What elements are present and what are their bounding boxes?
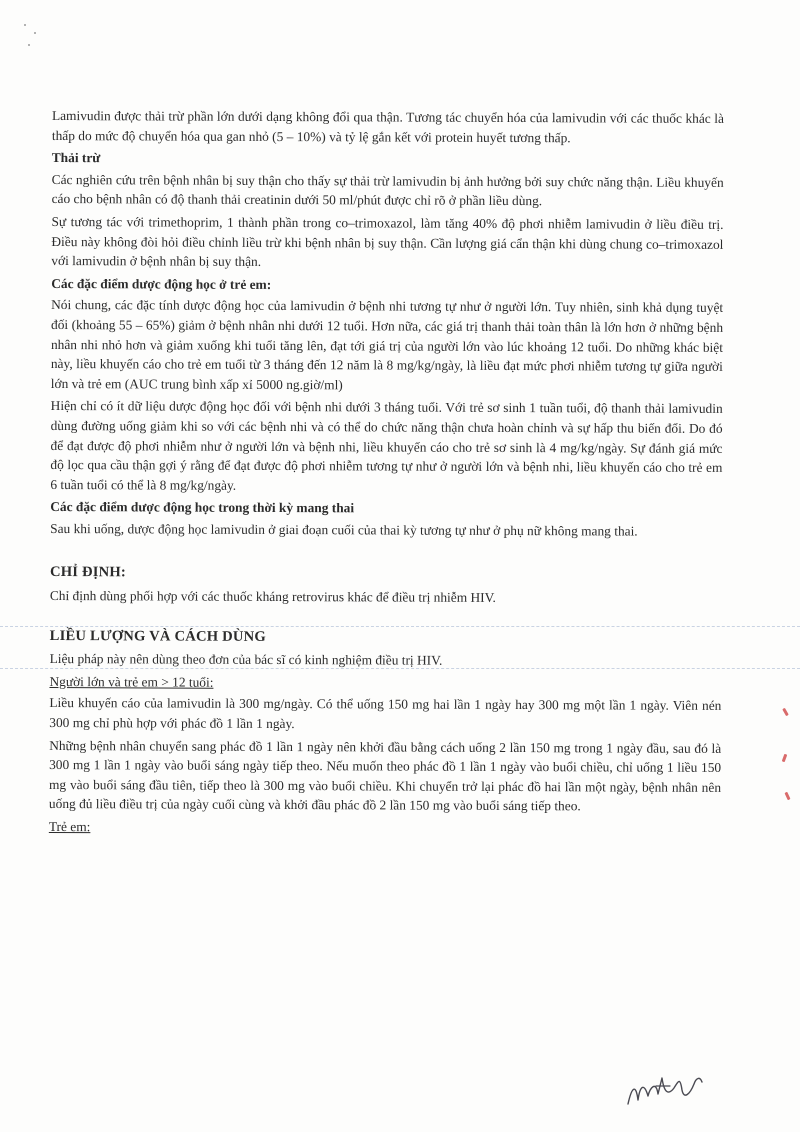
paragraph-adults-1: Liều khuyến cáo của lamivudin là 300 mg/ngày. Có thể uống 150 mg hai lần 1 ngày hay 300 mg một lần 1 ngày. Viên nén 300 mg chỉ phù hợp với phác đồ 1 lần 1 ngày. [49, 695, 722, 732]
subheading-adults: Người lớn và trẻ em > 12 tuổi: [49, 673, 214, 690]
paragraph-excretion-2: Sự tương tác với trimethoprim, 1 thành phần trong co–trimoxazol, làm tăng 40% độ phơi nhiễm lamivudin ở liều điều trị. Điều này không đòi hỏi điều chỉnh liều trừ khi bệnh nhân bị suy thận. Cần lượng giá cẩn thận khi dùng chung co–trimoxazol với lamivudin ở bệnh nhân bị suy thận. [51, 213, 724, 270]
subheading-children: Trẻ em: [48, 818, 91, 835]
paragraph-excretion-1: Các nghiên cứu trên bệnh nhân bị suy thận cho thấy sự thải trừ lamivudin bị ảnh hưởng bởi suy chức năng thận. Liều khuyến cáo cho bệnh nhân có độ thanh thải creatinin dưới 50 ml/phút được chỉ rõ ở phần liều dùng. [51, 171, 724, 209]
document-body [49, 106, 724, 842]
scan-specks [20, 18, 60, 58]
handwritten-signature [622, 1066, 712, 1116]
heading-pregnancy-pk: Các đặc điểm dược động học trong thời kỳ mang thai [50, 499, 355, 516]
heading-children-pk: Các đặc điểm dược động học ở trẻ em: [51, 275, 272, 292]
paragraph-children-2: Hiện chỉ có ít dữ liệu dược động học đối với bệnh nhi dưới 3 tháng tuổi. Với trẻ sơ sinh 1 tuần tuổi, độ thanh thải lamivudin dùng đường uống giảm khi so với các bệnh nhi và có thể do chức năng thận chưa hoàn chỉnh và sự hấp thu biến đổi. Do đó để đạt được độ phơi nhiễm như ở người lớn và bệnh nhi, liều khuyến cáo cho trẻ sơ sinh là 4 mg/kg/ngày. Sự đánh giá mức độ lọc qua cầu thận gợi ý rằng để đạt được độ phơi nhiễm tương tự như ở người lớn và bệnh nhi, liều khuyến cáo cho trẻ em 6 tuần tuổi có thể là 8 mg/kg/ngày. [50, 398, 723, 493]
paragraph-indication: Chỉ định dùng phối hợp với các thuốc kháng retrovirus khác để điều trị nhiễm HIV. [49, 588, 496, 606]
paragraph-adults-2: Những bệnh nhân chuyển sang phác đồ 1 lần 1 ngày nên khởi đầu bằng cách uống 2 lần 150 mg trong 1 ngày đầu, sau đó là 300 mg 1 lần 1 ngày vào buổi sáng ngày tiếp theo. Nếu muốn theo phác đồ 1 lần 1 ngày vào buổi chiều, chỉ uống 1 liều 150 mg vào buổi sáng đầu tiên, tiếp theo là 300 mg vào buổi chiều. Khi chuyển trở lại phác đồ hai lần một ngày, bệnh nhân nên uống đủ liều điều trị của ngày cuối cùng và khởi đầu phác đồ 2 lần 150 mg vào buổi sáng tiếp theo. [48, 737, 722, 814]
heading-dosage: LIỀU LƯỢNG VÀ CÁCH DÙNG [49, 627, 266, 645]
paragraph-dosage-intro: Liệu pháp này nên dùng theo đơn của bác sĩ có kinh nghiệm điều trị HIV. [49, 651, 443, 668]
paragraph-pregnancy: Sau khi uống, dược động học lamivudin ở giai đoạn cuối của thai kỳ tương tự như ở phụ nữ không mang thai. [50, 520, 638, 539]
red-margin-marks [782, 700, 794, 820]
heading-excretion: Thải trừ [51, 150, 101, 166]
paragraph-children-1: Nói chung, các đặc tính dược động học của lamivudin ở bệnh nhi tương tự như ở người lớn. Tuy nhiên, sinh khả dụng tuyệt đối (khoảng 55 – 65%) giảm ở bệnh nhân nhi dưới 12 tuổi. Hơn nữa, các giá trị thanh thải toàn thân là lớn hơn ở những bệnh nhân nhi nhỏ hơn và giảm xuống khi tuổi tăng lên, đạt tới giá trị của người lớn vào lúc khoảng 12 tuổi. Do những khác biệt này, liều khuyến cáo cho trẻ em tuổi từ 3 tháng đến 12 năm là 8 mg/kg/ngày, là liều đạt mức phơi nhiễm tương tự giữa người lớn và trẻ em (AUC trung bình xấp xỉ 5000 ng.giờ/ml) [50, 297, 724, 392]
paragraph-metabolism: Lamivudin được thải trừ phần lớn dưới dạng không đổi qua thận. Tương tác chuyển hóa của lamivudin với các thuốc khác là thấp do mức độ chuyển hóa qua gan nhỏ (5 – 10%) và tỷ lệ gắn kết với protein huyết tương thấp. [51, 107, 724, 145]
heading-indication: CHỈ ĐỊNH: [49, 564, 126, 581]
